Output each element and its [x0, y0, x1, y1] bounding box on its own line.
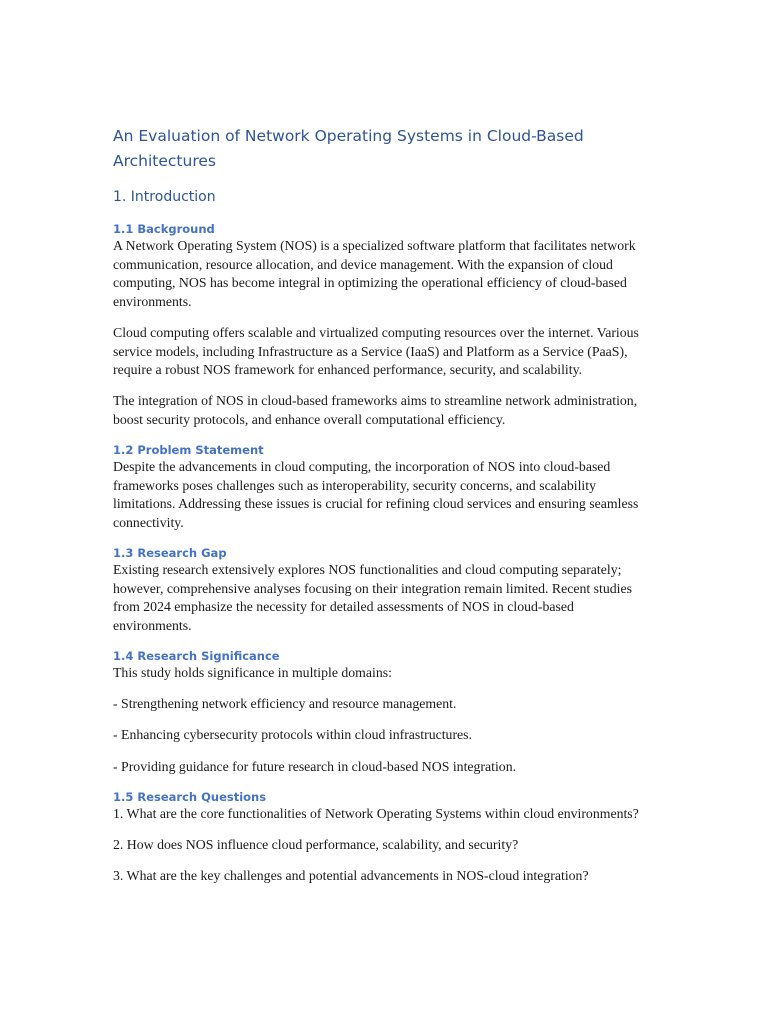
list-item: 3. What are the key challenges and potential advancements in NOS-cloud integration? [113, 868, 589, 884]
section-research-gap [113, 545, 653, 635]
paragraph: Despite the advancements in cloud computing, the incorporation of NOS into cloud-based frameworks poses challenges such as interoperability, security concerns, and scalability limitations. Addressing these issues is crucial for refining cloud services and ensuring seamless connectivity. [113, 459, 639, 530]
document-title: An Evaluation of Network Operating Systems in Cloud-Based Architectures [113, 127, 584, 170]
list-item: - Enhancing cybersecurity protocols within cloud infrastructures. [113, 727, 472, 743]
list-item: 2. How does NOS influence cloud performance, scalability, and security? [113, 837, 519, 852]
section-problem-statement [113, 442, 653, 532]
paragraph: Existing research extensively explores NOS functionalities and cloud computing separately; however, comprehensive analyses focusing on their integration remain limited. Recent studies from 2024 emphasize the necessity for detailed assessments of NOS in cloud-based environments. [113, 562, 632, 633]
paragraph: A Network Operating System (NOS) is a specialized software platform that facilitates network communication, resource allocation, and device management. With the expansion of cloud computing, NOS has become integral in optimizing the operational efficiency of cloud-based environments. [113, 238, 636, 309]
section-background [113, 221, 653, 430]
section-research-significance [113, 648, 653, 776]
paragraph: Cloud computing offers scalable and virtualized computing resources over the internet. Various service models, including Infrastructure as a Service (IaaS) and Platform as a Service (PaaS), require a robust NOS framework for enhanced performance, security, and scalability. [113, 324, 639, 378]
subsection-heading: 1.1 Background [113, 222, 215, 236]
paragraph: This study holds significance in multiple domains: [113, 665, 392, 681]
list-item: 1. What are the core functionalities of Network Operating Systems within cloud environments? [113, 805, 639, 821]
subsection-heading: 1.5 Research Questions [113, 789, 267, 804]
document-page [113, 124, 653, 898]
section-heading-introduction: 1. Introduction [113, 189, 216, 205]
paragraph: The integration of NOS in cloud-based frameworks aims to streamline network administration, boost security protocols, and enhance overall computational efficiency. [113, 393, 638, 427]
subsection-heading: 1.3 Research Gap [113, 546, 227, 561]
subsection-heading: 1.2 Problem Statement [113, 443, 264, 458]
subsection-heading: 1.4 Research Significance [113, 649, 280, 664]
list-item: - Strengthening network efficiency and resource management. [113, 696, 457, 712]
list-item: - Providing guidance for future research in cloud-based NOS integration. [113, 758, 517, 774]
section-research-questions [113, 789, 653, 886]
